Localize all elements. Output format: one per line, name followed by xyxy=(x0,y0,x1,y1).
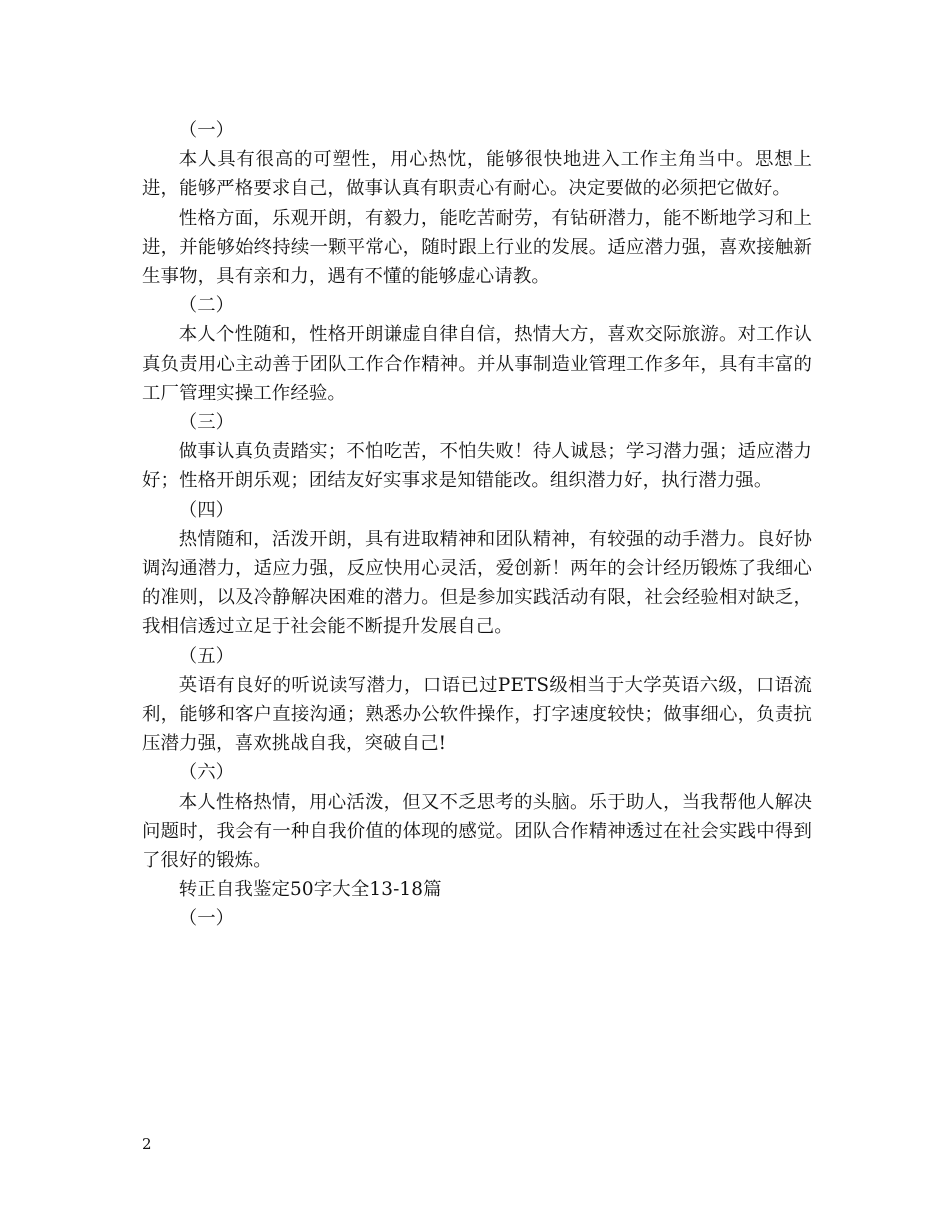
section-heading: （六） xyxy=(178,762,234,784)
section-heading: （三） xyxy=(178,412,234,434)
section-heading: （四） xyxy=(178,499,234,521)
page-number: 2 xyxy=(142,1135,152,1153)
section-heading: （五） xyxy=(178,645,234,667)
section-heading: （一） xyxy=(178,120,234,141)
paragraph: 热情随和，活泼开朗，具有进取精神和团队精神，有较强的动手潜力。良好协调沟通潜力，适应力强，反应快用心灵活，爱创新！两年的会计经历锻炼了我细心的准则，以及冷静解决困难的潜力。但是参加实践活动有限，社会经验相对缺乏，我相信透过立足于社会能不断提升发展自己。 xyxy=(142,528,812,638)
paragraph: 做事认真负责踏实；不怕吃苦，不怕失败！待人诚恳；学习潜力强；适应潜力好；性格开朗乐观；团结友好实事求是知错能改。组织潜力好，执行潜力强。 xyxy=(142,441,812,492)
section-heading: （二） xyxy=(178,295,234,317)
paragraph: 英语有良好的听说读写潜力，口语已过PETS级相当于大学英语六级，口语流利，能够和客户直接沟通；熟悉办公软件操作，打字速度较快；做事细心，负责抗压潜力强，喜欢挑战自我，突破自己! xyxy=(142,674,812,755)
paragraph: 本人个性随和，性格开朗谦虚自律自信，热情大方，喜欢交际旅游。对工作认真负责用心主动善于团队工作合作精神。并从事制造业管理工作多年，具有丰富的工厂管理实操工作经验。 xyxy=(142,324,812,404)
document-body xyxy=(142,116,812,934)
paragraph: 性格方面，乐观开朗，有毅力，能吃苦耐劳，有钻研潜力，能不断地学习和上进，并能够始终持续一颗平常心，随时跟上行业的发展。适应潜力强，喜欢接触新生事物，具有亲和力，遇有不懂的能够虚心请教。 xyxy=(142,207,812,288)
section-heading: （一） xyxy=(178,908,234,930)
paragraph: 本人性格热情，用心活泼，但又不乏思考的头脑。乐于助人，当我帮他人解决问题时，我会有一种自我价值的体现的感觉。团队合作精神透过在社会实践中得到了很好的锻炼。 xyxy=(142,791,812,872)
paragraph: 本人具有很高的可塑性，用心热忱，能够很快地进入工作主角当中。思想上进，能够严格要求自己，做事认真有职责心有耐心。决定要做的必须把它做好。 xyxy=(142,149,812,200)
subtitle: 转正自我鉴定50字大全13-18篇 xyxy=(178,879,442,901)
